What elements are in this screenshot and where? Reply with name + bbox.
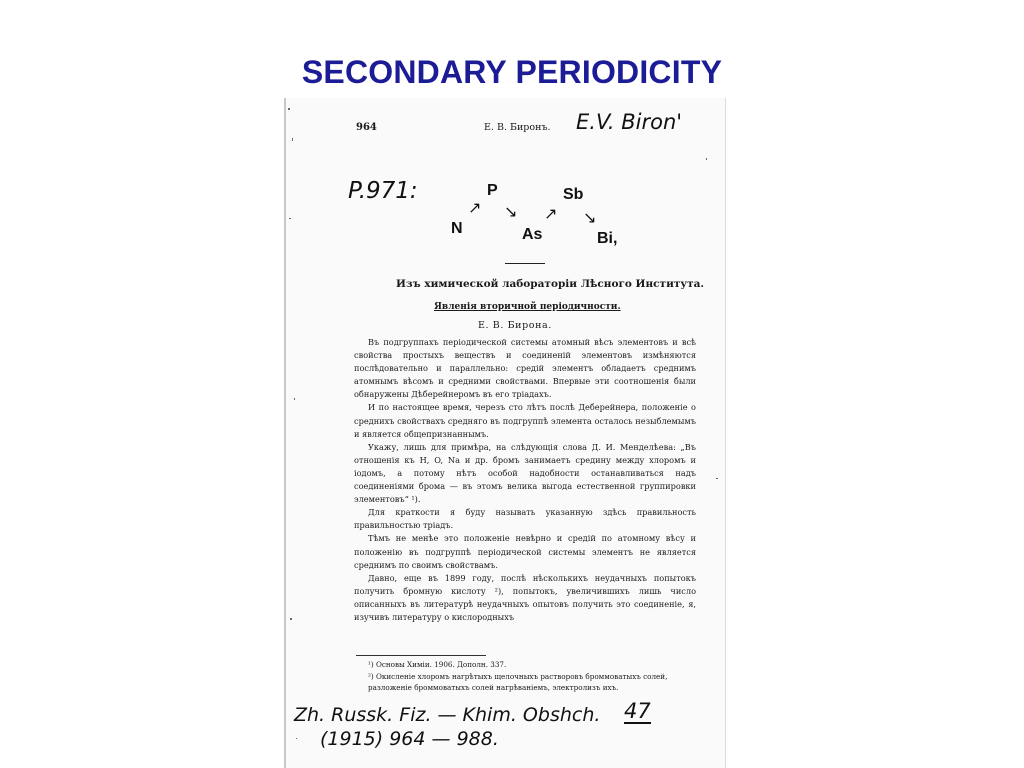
scan-noise (706, 158, 707, 160)
paragraph: Въ подгруппахъ перiодической системы атомный вѣсъ элементовъ и всѣ свойства простыхъ веществъ и соединенiй элементовъ измѣняются послѣдовательно и параллельно: средiй элементъ обладаетъ среднимъ атомнымъ вѣсомъ и средними свойствами. Впервые эти соотношенiя были обнаружены Дѣберейнеромъ въ его трiадахъ. (354, 337, 696, 400)
paragraph: Тѣмъ не менѣе это положенiе невѣрно и средiй по атомному вѣсу и положенiю въ подгруппѣ перiодической системы элементъ не является среднимъ по своимъ свойствамъ. (354, 533, 696, 570)
paragraph: Давно, еще въ 1899 году, послѣ нѣсколькихъ неудачныхъ попытокъ получить бромную кислоту ²), попытокъ, увеличившихъ лишь число описанныхъ въ литературѣ неудачныхъ опытовъ получить это соединенiе, я, изучивъ литературу о кислородныхъ (354, 572, 696, 622)
paragraph: И по настоящее время, черезъ сто лѣтъ послѣ Деберейнера, положенiе о среднихъ свойствахъ средняго въ подгруппѣ элемента осталось незыблемымъ и является общепризнаннымъ. (354, 402, 696, 439)
footnote: ²) Окисленiе хлоромъ нагрѣтыхъ щелочныхъ растворовъ броммоватыхъ солей, разложенiе броммоватыхъ солей нагрѣванiемъ, электролизъ ихъ. (368, 671, 668, 692)
scan-noise (292, 138, 293, 141)
element-bi: Bi, (597, 230, 618, 247)
paragraph: Укажу, лишь для примѣра, на слѣдующiя слова Д. И. Менделѣева: „Въ отношенiя къ H, O, Na и др. бромъ занимаетъ средину между хлоромъ и iодомъ, а потому нѣтъ особой надобности останавливаться надъ соединенiями брома — въ этомъ велика выгода естественной группировки элементовъ“ ¹). (354, 441, 696, 505)
arrow-down-right-icon: ↘ (504, 202, 518, 221)
element-n: N (451, 220, 463, 237)
separator-rule (505, 263, 545, 264)
article-body (354, 336, 696, 624)
scan-noise (296, 738, 297, 739)
article-heading: Изъ химической лабораторiи Лѣсного Института. (396, 278, 705, 290)
element-as: As (522, 226, 543, 243)
slide-title: SECONDARY PERIODICITY (301, 54, 723, 90)
element-sb: Sb (563, 186, 584, 203)
running-header: Е. В. Биронъ. (484, 122, 551, 133)
arrow-down-right-icon: ↘ (583, 208, 597, 227)
handwritten-author: E.V. Biron' (576, 110, 683, 134)
footnote-rule (356, 655, 486, 656)
scanned-page (284, 98, 726, 768)
arrow-up-right-icon: ↗ (468, 198, 482, 217)
page-number: 964 (356, 122, 377, 133)
element-p: P (487, 182, 498, 199)
scan-noise (294, 398, 295, 400)
handwritten-citation: Zh. Russk. Fiz. — Khim. Obshch. (294, 704, 601, 726)
article-subheading: Явленiя вторичной перiодичности. (434, 302, 621, 312)
scan-noise (288, 108, 290, 110)
footnote: ¹) Основы Химiи. 1906. Дополн. 337. (368, 660, 507, 669)
arrow-up-right-icon: ↗ (544, 204, 558, 223)
handwritten-volume: 47 (624, 699, 651, 723)
footnotes (368, 659, 698, 694)
scan-noise (716, 478, 718, 479)
handwritten-citation-year: (1915) 964 — 988. (320, 728, 499, 750)
article-author: Е. В. Бирона. (478, 320, 552, 331)
handwritten-page-ref: P.971: (348, 178, 418, 204)
scan-noise (289, 218, 291, 219)
paragraph: Для краткости я буду называть указанную здѣсь правильность правильностью трiадъ. (354, 507, 696, 531)
scan-noise (290, 618, 292, 620)
